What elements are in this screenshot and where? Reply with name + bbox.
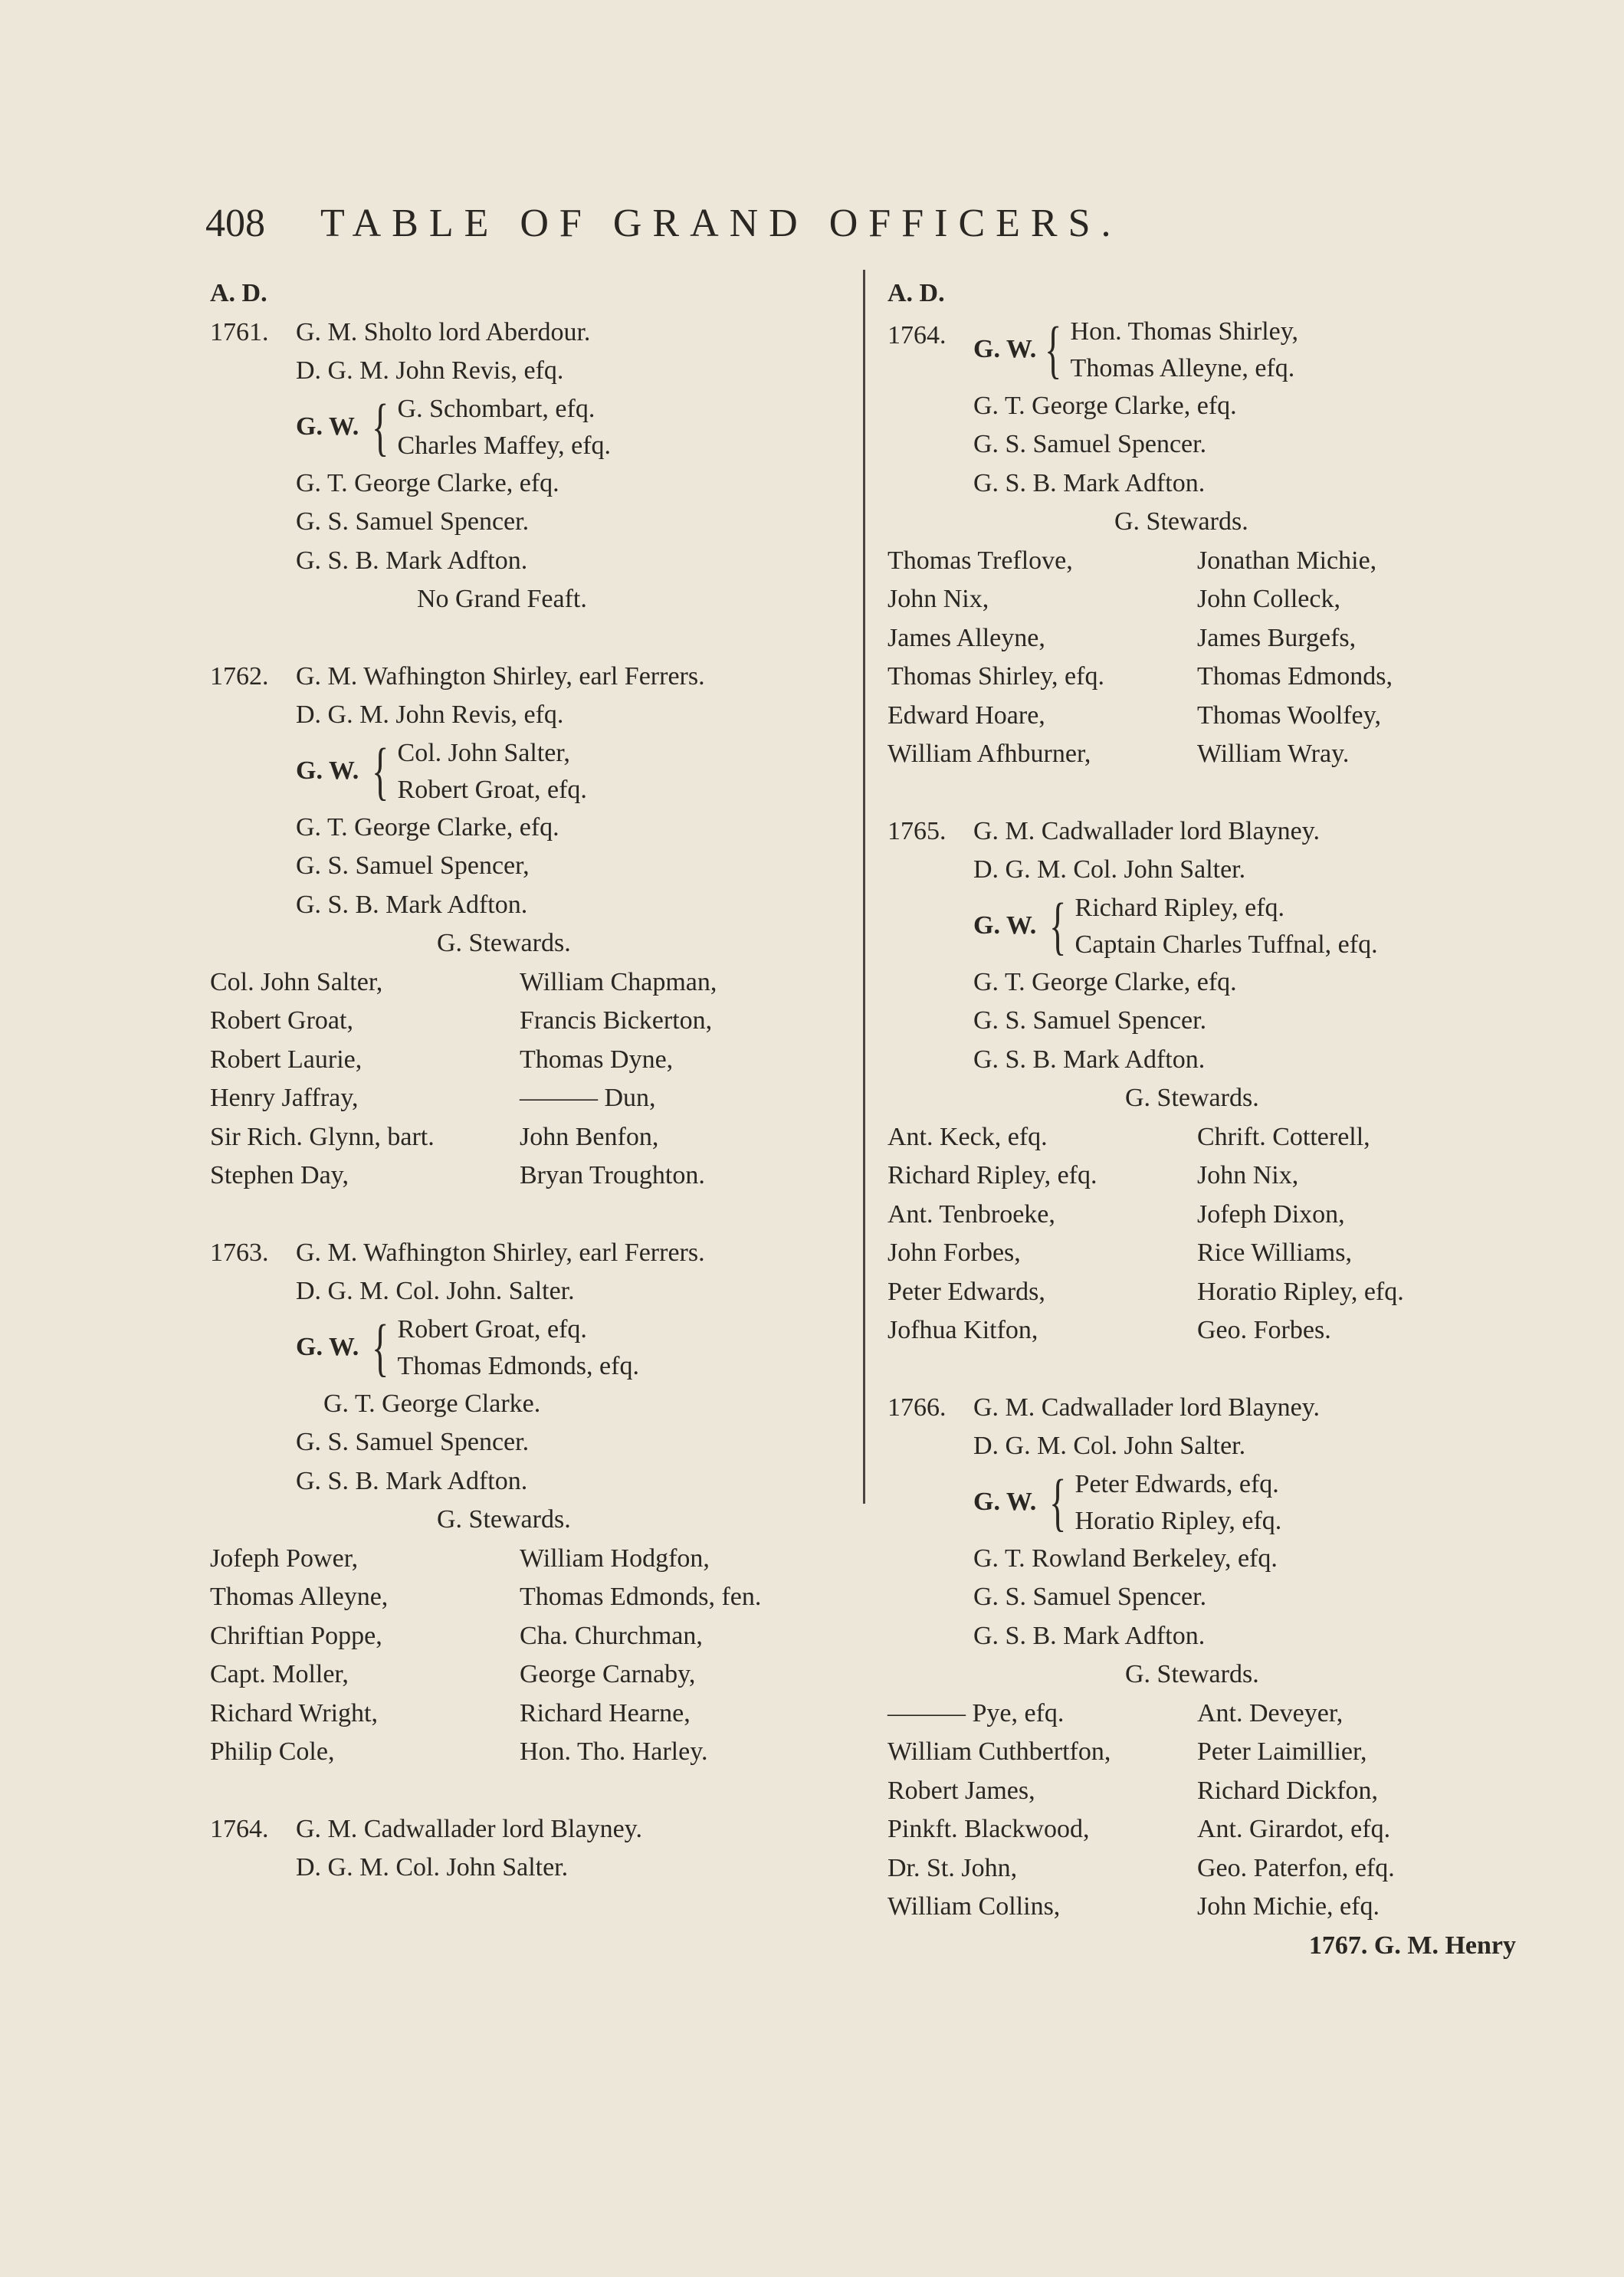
steward-name: Richard Dickfon, (1197, 1776, 1379, 1805)
entry-1762-gs: G. S. Samuel Spencer, (296, 851, 530, 880)
entry-1761-gw (210, 391, 823, 464)
steward-name: Horatio Ripley, efq. (1197, 1277, 1404, 1306)
steward-name: John Nix, (887, 585, 989, 613)
gw-label: G. W. (296, 756, 359, 786)
gw-name: Robert Groat, efq. (397, 1314, 587, 1344)
steward-name: William Wray. (1197, 740, 1350, 768)
stewards-title: G. Stewards. (1125, 1660, 1259, 1688)
gm-line: G. M. Sholto lord Aberdour. (296, 317, 591, 346)
steward-name: Thomas Woolfey, (1197, 700, 1381, 730)
stewards-list-1766 (887, 1695, 1516, 1927)
gw-names (1075, 890, 1378, 963)
steward-name: Col. John Salter, (210, 967, 383, 996)
year-label: 1764. (887, 320, 947, 349)
entry-1762-gsb: G. S. B. Mark Adfton. (296, 890, 528, 919)
entry-1763-gs: G. S. Samuel Spencer. (296, 1428, 530, 1456)
steward-name: Hon. Tho. Harley. (520, 1737, 708, 1766)
gm-line: G. M. Cadwallader lord Blayney. (973, 816, 1320, 845)
steward-name: John Michie, efq. (1197, 1892, 1380, 1921)
steward-name: ——— Dun, (520, 1084, 656, 1112)
entry-1762-gw (210, 735, 823, 809)
steward-name: William Cuthbertfon, (887, 1737, 1111, 1766)
year-label: 1765. (887, 816, 947, 845)
entry-1761-dgm: D. G. M. John Revis, efq. (296, 356, 564, 385)
steward-name: Ant. Deveyer, (1197, 1698, 1343, 1727)
steward-name: Thomas Alleyne, (210, 1583, 389, 1611)
entry-1763-dgm: D. G. M. Col. John. Salter. (296, 1277, 575, 1305)
brace-icon: { (372, 1311, 389, 1383)
entry-1761-gt: G. T. George Clarke, efq. (296, 468, 559, 497)
steward-name: Robert Groat, (210, 1006, 353, 1035)
stewards-title: G. Stewards. (1114, 507, 1248, 536)
ad-heading: A. D. (210, 279, 267, 307)
steward-name: Henry Jaffray, (210, 1084, 359, 1112)
steward-name: Jonathan Michie, (1197, 546, 1377, 575)
entry-1765-dgm: D. G. M. Col. John Salter. (973, 855, 1246, 884)
steward-name: Rice Williams, (1197, 1239, 1352, 1267)
gw-label: G. W. (296, 412, 359, 441)
steward-name: William Hodgfon, (520, 1544, 710, 1573)
entry-1762-dgm: D. G. M. John Revis, efq. (296, 700, 564, 729)
steward-name: Robert James, (887, 1776, 1035, 1805)
gm-line: G. M. Cadwallader lord Blayney. (296, 1814, 642, 1843)
entry-1765-gt: G. T. George Clarke, efq. (973, 967, 1237, 996)
brace-icon: { (372, 735, 389, 807)
steward-name: Stephen Day, (210, 1161, 349, 1189)
gw-name: Thomas Alleyne, efq. (1070, 353, 1295, 382)
gw-name: Robert Groat, efq. (397, 775, 587, 804)
entry-1766-gm (887, 1389, 1516, 1428)
entry-1765-gw (887, 890, 1516, 963)
left-column (210, 274, 823, 1888)
entry-1764-dgm: D. G. M. Col. John Salter. (296, 1853, 569, 1882)
steward-name: James Burgefs, (1197, 623, 1357, 652)
steward-name: Thomas Edmonds, fen. (520, 1583, 762, 1611)
steward-name: William Afhburner, (887, 740, 1091, 768)
gw-names (398, 1311, 639, 1385)
entry-1763-gt: G. T. George Clarke. (323, 1389, 541, 1418)
gw-name: Thomas Edmonds, efq. (397, 1351, 639, 1380)
steward-name: Edward Hoare, (887, 700, 1045, 730)
gw-label: G. W. (973, 335, 1037, 364)
column-divider (863, 270, 865, 1504)
entry-1765-gs: G. S. Samuel Spencer. (973, 1006, 1207, 1035)
gm-line: G. M. Wafhington Shirley, earl Ferrers. (296, 1238, 705, 1267)
steward-name: Ant. Keck, efq. (887, 1122, 1048, 1151)
entry-1764-gt: G. T. George Clarke, efq. (973, 391, 1237, 420)
gw-name: G. Schombart, efq. (397, 394, 595, 423)
stewards-list-1763 (210, 1540, 823, 1772)
gw-names (1075, 1466, 1282, 1540)
stewards-list-1762 (210, 963, 823, 1196)
steward-name: Jofeph Power, (210, 1544, 359, 1573)
gw-name: Col. John Salter, (397, 738, 570, 767)
steward-name: Thomas Shirley, efq. (887, 662, 1104, 691)
steward-name: Francis Bickerton, (520, 1006, 713, 1035)
steward-name: George Carnaby, (520, 1660, 696, 1688)
catchword: 1767. G. M. Henry (1308, 1931, 1516, 1960)
entry-1764-gw (887, 313, 1516, 387)
steward-name: Thomas Treflove, (887, 546, 1073, 575)
steward-name: John Colleck, (1197, 585, 1340, 613)
steward-name: Cha. Churchman, (520, 1621, 703, 1650)
gw-names (398, 391, 612, 464)
entry-1766-gw (887, 1466, 1516, 1540)
entry-1761-gm (210, 313, 823, 353)
steward-name: Dr. St. John, (887, 1853, 1018, 1882)
steward-name: Robert Laurie, (210, 1045, 363, 1074)
brace-icon: { (1049, 890, 1067, 962)
stewards-title: G. Stewards. (1125, 1084, 1259, 1112)
entry-1766-gt: G. T. Rowland Berkeley, efq. (973, 1544, 1278, 1573)
stewards-title: G. Stewards. (437, 929, 571, 957)
steward-name: Richard Wright, (210, 1698, 378, 1727)
steward-name: ——— Pye, efq. (887, 1698, 1065, 1727)
steward-name: Jofeph Dixon, (1197, 1199, 1345, 1229)
year-label: 1764. (210, 1814, 269, 1843)
entry-1765-gm (887, 812, 1516, 851)
page-number: 408 (205, 202, 265, 245)
entry-1763-gm (210, 1234, 823, 1273)
brace-icon: { (1045, 313, 1062, 386)
steward-name: Peter Laimillier, (1197, 1737, 1367, 1766)
entry-1761-gsb: G. S. B. Mark Adfton. (296, 546, 528, 575)
year-label: 1762. (210, 661, 269, 691)
entry-1766-dgm: D. G. M. Col. John Salter. (973, 1432, 1246, 1460)
right-column (887, 274, 1516, 1965)
steward-name: John Benfon, (520, 1122, 659, 1151)
steward-name: John Forbes, (887, 1239, 1021, 1267)
entry-1762-gt: G. T. George Clarke, efq. (296, 812, 559, 842)
entry-1764-gs: G. S. Samuel Spencer. (973, 430, 1207, 458)
gw-label: G. W. (973, 1488, 1037, 1517)
gm-line: G. M. Wafhington Shirley, earl Ferrers. (296, 661, 705, 691)
steward-name: Geo. Paterfon, efq. (1197, 1853, 1395, 1882)
gw-names (1071, 313, 1298, 387)
steward-name: Jofhua Kitfon, (887, 1316, 1038, 1344)
entry-1761-gs: G. S. Samuel Spencer. (296, 507, 530, 536)
steward-name: Ant. Girardot, efq. (1197, 1815, 1391, 1843)
steward-name: Chrift. Cotterell, (1197, 1122, 1370, 1151)
gw-name: Charles Maffey, efq. (397, 431, 612, 460)
steward-name: Chriftian Poppe, (210, 1621, 382, 1650)
entry-1766-gs: G. S. Samuel Spencer. (973, 1583, 1207, 1611)
stewards-title: G. Stewards. (437, 1505, 571, 1534)
steward-name: James Alleyne, (887, 623, 1045, 652)
steward-name: Richard Ripley, efq. (887, 1161, 1097, 1189)
entry-1764-gm (210, 1810, 823, 1849)
steward-name: John Nix, (1197, 1161, 1299, 1189)
brace-icon: { (372, 391, 389, 463)
stewards-list-1764 (887, 542, 1516, 774)
entry-1766-gsb: G. S. B. Mark Adfton. (973, 1621, 1206, 1650)
entry-1763-gsb: G. S. B. Mark Adfton. (296, 1466, 528, 1495)
gw-names (398, 735, 587, 809)
steward-name: Ant. Tenbroeke, (887, 1199, 1055, 1229)
entry-1765-gsb: G. S. B. Mark Adfton. (973, 1045, 1206, 1074)
entry-1762-gm (210, 658, 823, 697)
page-title: TABLE OF GRAND OFFICERS. (320, 202, 1122, 245)
steward-name: Pinkft. Blackwood, (887, 1815, 1090, 1843)
steward-name: Peter Edwards, (887, 1277, 1045, 1306)
gw-label: G. W. (296, 1333, 359, 1362)
gw-name: Horatio Ripley, efq. (1074, 1506, 1282, 1535)
steward-name: Bryan Troughton. (520, 1161, 705, 1189)
entry-1763-gw (210, 1311, 823, 1385)
year-label: 1766. (887, 1393, 947, 1422)
gw-name: Richard Ripley, efq. (1074, 893, 1285, 922)
steward-name: Sir Rich. Glynn, bart. (210, 1122, 435, 1151)
steward-name: Thomas Edmonds, (1197, 662, 1393, 691)
brace-icon: { (1049, 1466, 1067, 1538)
gw-name: Hon. Thomas Shirley, (1070, 317, 1299, 346)
gw-label: G. W. (973, 911, 1037, 940)
gw-name: Captain Charles Tuffnal, efq. (1074, 930, 1378, 959)
entry-1761-note: No Grand Feaft. (417, 585, 587, 613)
entry-1764-gsb: G. S. B. Mark Adfton. (973, 468, 1206, 497)
steward-name: Capt. Moller, (210, 1660, 349, 1688)
gm-line: G. M. Cadwallader lord Blayney. (973, 1393, 1320, 1422)
steward-name: Richard Hearne, (520, 1698, 691, 1727)
page-header (205, 201, 1301, 246)
steward-name: William Collins, (887, 1892, 1061, 1921)
year-label: 1763. (210, 1238, 269, 1267)
gw-name: Peter Edwards, efq. (1074, 1469, 1279, 1498)
steward-name: William Chapman, (520, 967, 717, 996)
stewards-list-1765 (887, 1118, 1516, 1350)
steward-name: Geo. Forbes. (1197, 1316, 1331, 1344)
steward-name: Thomas Dyne, (520, 1045, 674, 1074)
year-label: 1761. (210, 317, 269, 346)
steward-name: Philip Cole, (210, 1737, 335, 1766)
ad-heading: A. D. (887, 279, 945, 307)
